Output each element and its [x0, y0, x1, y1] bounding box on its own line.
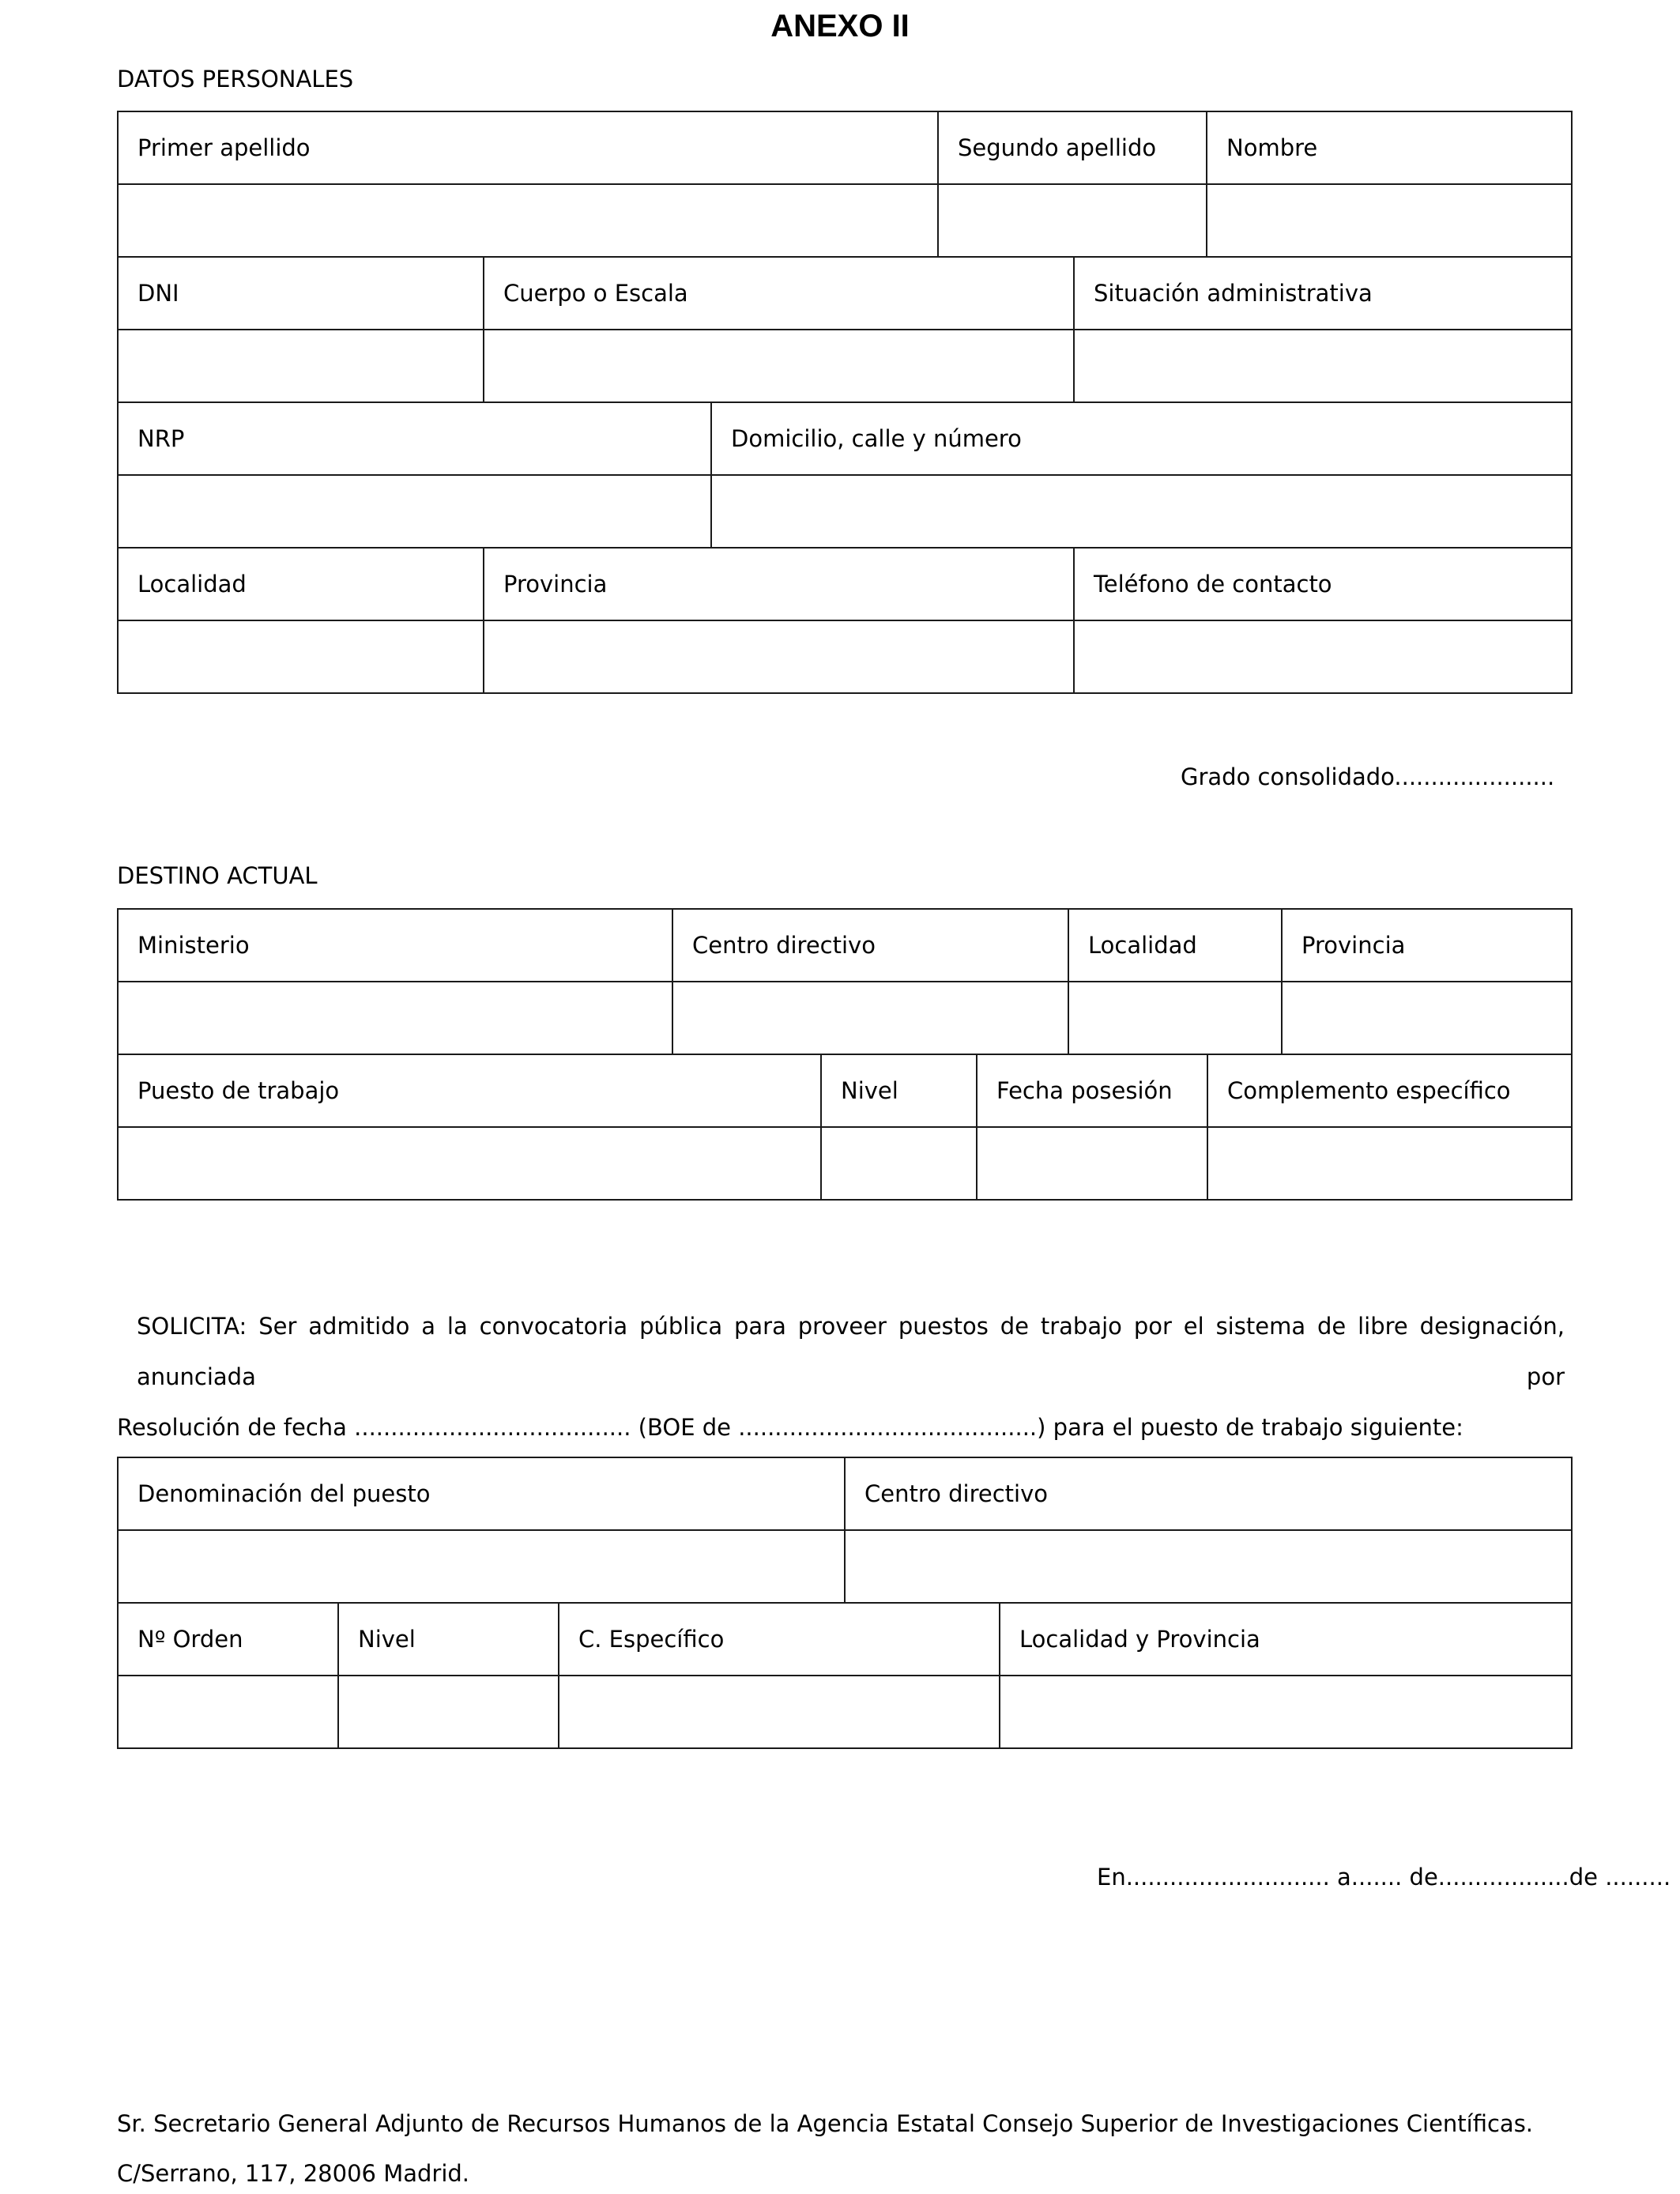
- label-c-especifico: C. Específico: [559, 1603, 1000, 1676]
- label-localidad: Localidad: [118, 548, 484, 620]
- label-puesto-trabajo: Puesto de trabajo: [118, 1054, 821, 1127]
- label-localidad-provincia: Localidad y Provincia: [1000, 1603, 1572, 1676]
- field-nivel[interactable]: [821, 1127, 977, 1200]
- solicita-line-2: Resolución de fecha ...................................... (BOE de .........................................) para el puesto de trabajo siguiente:: [117, 1414, 1463, 1441]
- table-row: [118, 1054, 1572, 1127]
- field-denominacion-puesto[interactable]: [118, 1530, 845, 1603]
- field-dni[interactable]: [118, 330, 484, 402]
- grado-consolidado-line: Grado consolidado......................: [1181, 763, 1555, 790]
- field-nombre[interactable]: [1207, 184, 1572, 257]
- label-situacion-administrativa: Situación administrativa: [1074, 257, 1572, 330]
- section-label-destino-actual: DESTINO ACTUAL: [117, 862, 318, 889]
- table-row: [118, 1127, 1572, 1200]
- field-centro-directivo-puesto[interactable]: [845, 1530, 1572, 1603]
- table-row: [118, 402, 1572, 475]
- table-row: [118, 475, 1572, 548]
- label-centro-directivo-puesto: Centro directivo: [845, 1457, 1572, 1530]
- label-fecha-posesion: Fecha posesión: [977, 1054, 1207, 1127]
- field-complemento-especifico[interactable]: [1207, 1127, 1572, 1200]
- label-complemento-especifico: Complemento específico: [1207, 1054, 1572, 1127]
- field-c-especifico[interactable]: [559, 1676, 1000, 1748]
- label-nivel: Nivel: [821, 1054, 977, 1127]
- field-domicilio[interactable]: [711, 475, 1572, 548]
- field-nrp[interactable]: [118, 475, 711, 548]
- destinatario-line-2: C/Serrano, 117, 28006 Madrid.: [117, 2160, 470, 2187]
- field-telefono-contacto[interactable]: [1074, 620, 1572, 693]
- table-row: [118, 982, 1572, 1054]
- table-row: [118, 620, 1572, 693]
- table-row: [118, 1530, 1572, 1603]
- label-centro-directivo: Centro directivo: [672, 909, 1068, 982]
- field-puesto-trabajo[interactable]: [118, 1127, 821, 1200]
- label-localidad-destino: Localidad: [1068, 909, 1282, 982]
- label-primer-apellido: Primer apellido: [118, 111, 938, 184]
- label-provincia: Provincia: [484, 548, 1074, 620]
- field-cuerpo-escala[interactable]: [484, 330, 1074, 402]
- label-denominacion-puesto: Denominación del puesto: [118, 1457, 845, 1530]
- table-row: [118, 184, 1572, 257]
- table-row: [118, 909, 1572, 982]
- page-title: ANEXO II: [770, 9, 910, 43]
- solicita-paragraph: [117, 1301, 1565, 1453]
- table-row: [118, 1457, 1572, 1530]
- label-numero-orden: Nº Orden: [118, 1603, 338, 1676]
- label-nrp: NRP: [118, 402, 711, 475]
- field-primer-apellido[interactable]: [118, 184, 938, 257]
- field-centro-directivo[interactable]: [672, 982, 1068, 1054]
- table-row: [118, 548, 1572, 620]
- label-provincia-destino: Provincia: [1282, 909, 1572, 982]
- field-localidad-provincia[interactable]: [1000, 1676, 1572, 1748]
- field-ministerio[interactable]: [118, 982, 672, 1054]
- field-nivel-puesto[interactable]: [338, 1676, 559, 1748]
- field-fecha-posesion[interactable]: [977, 1127, 1207, 1200]
- table-row: [118, 257, 1572, 330]
- fecha-firma-line: En............................ a....... de..................de .........: [1097, 1864, 1671, 1891]
- label-segundo-apellido: Segundo apellido: [938, 111, 1207, 184]
- section-label-datos-personales: DATOS PERSONALES: [117, 66, 354, 92]
- table-row: [118, 1676, 1572, 1748]
- personal-data-table: [117, 111, 1573, 694]
- field-segundo-apellido[interactable]: [938, 184, 1207, 257]
- label-nombre: Nombre: [1207, 111, 1572, 184]
- label-ministerio: Ministerio: [118, 909, 672, 982]
- table-row: [118, 1603, 1572, 1676]
- table-row: [118, 111, 1572, 184]
- destinatario-line-1: Sr. Secretario General Adjunto de Recursos Humanos de la Agencia Estatal Consejo Superior de Investigaciones Científicas.: [117, 2110, 1534, 2137]
- table-row: [118, 330, 1572, 402]
- field-situacion-administrativa[interactable]: [1074, 330, 1572, 402]
- puesto-solicitado-table: [117, 1457, 1573, 1749]
- label-domicilio: Domicilio, calle y número: [711, 402, 1572, 475]
- destino-actual-table: [117, 908, 1573, 1201]
- field-provincia[interactable]: [484, 620, 1074, 693]
- field-provincia-destino[interactable]: [1282, 982, 1572, 1054]
- field-numero-orden[interactable]: [118, 1676, 338, 1748]
- label-telefono-contacto: Teléfono de contacto: [1074, 548, 1572, 620]
- field-localidad[interactable]: [118, 620, 484, 693]
- label-nivel-puesto: Nivel: [338, 1603, 559, 1676]
- solicita-line-1: SOLICITA: Ser admitido a la convocatoria pública para proveer puestos de trabajo por el sistema de libre designación, anunciada por: [137, 1313, 1565, 1390]
- field-localidad-destino[interactable]: [1068, 982, 1282, 1054]
- label-cuerpo-escala: Cuerpo o Escala: [484, 257, 1074, 330]
- label-dni: DNI: [118, 257, 484, 330]
